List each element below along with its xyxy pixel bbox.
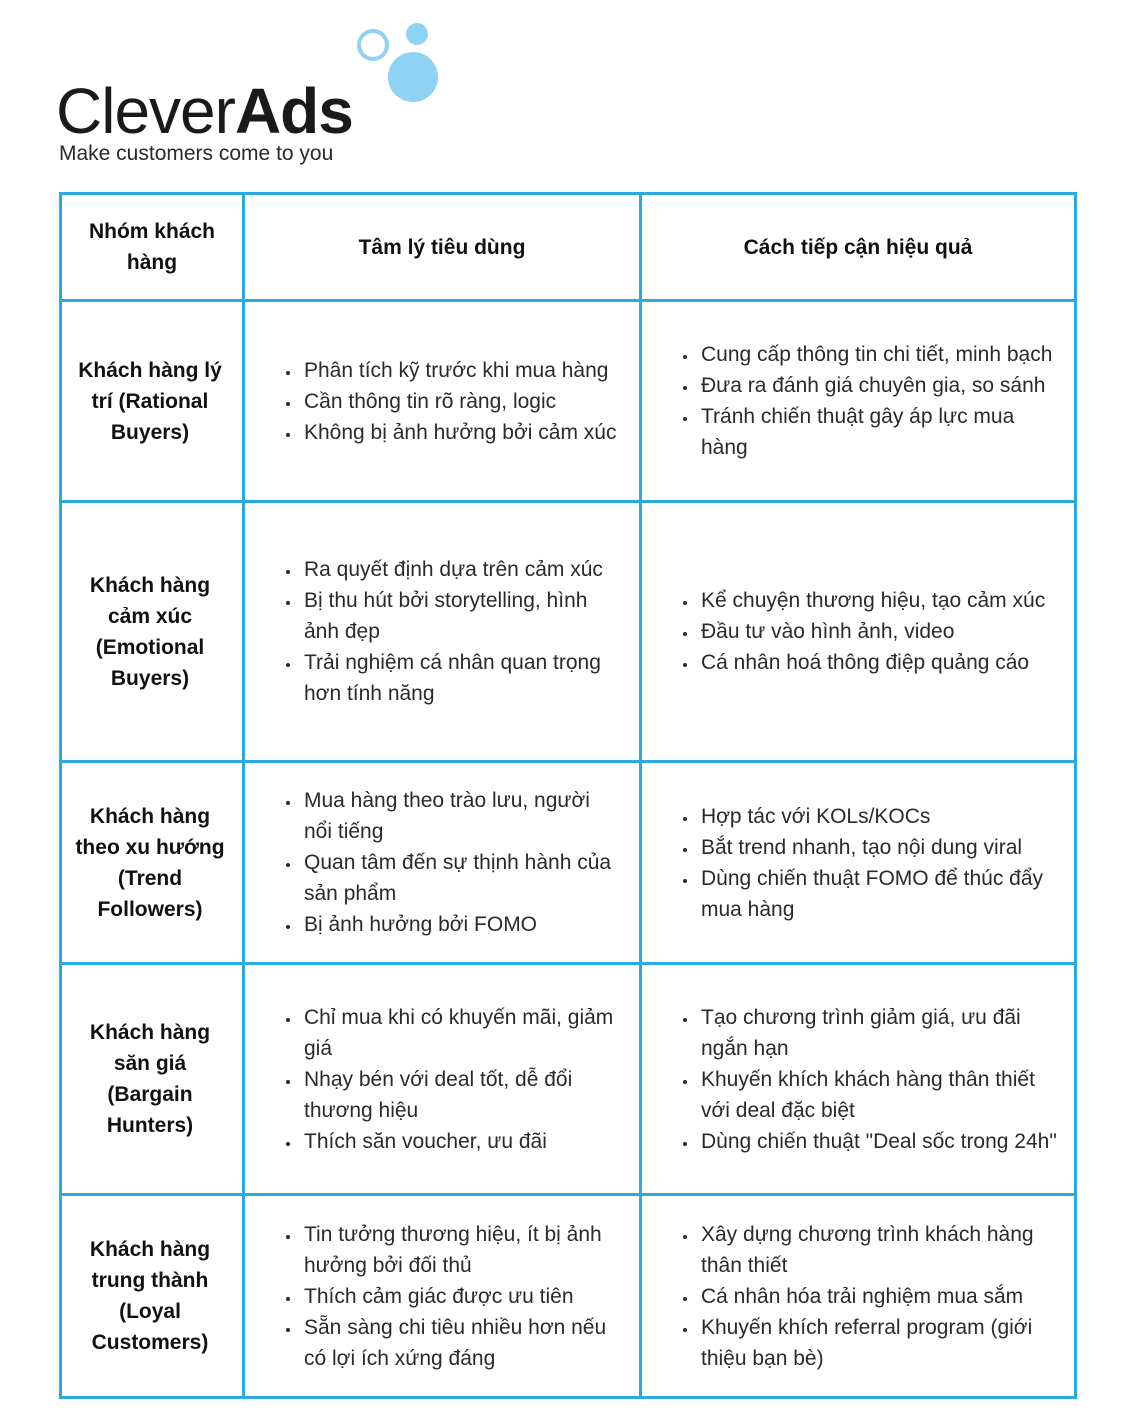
logo-tagline: Make customers come to you xyxy=(59,142,334,165)
psychology-list xyxy=(245,1219,639,1374)
list-item: • Tin tưởng thương hiệu, ít bị ảnh hưởng bởi đối thủ xyxy=(301,1219,623,1281)
customer-group-cell: Khách hàng trung thành (Loyal Customers) xyxy=(61,1195,244,1398)
approach-cell xyxy=(641,502,1076,762)
psychology-list xyxy=(245,785,639,940)
list-item: • Chỉ mua khi có khuyến mãi, giảm giá xyxy=(301,1002,623,1064)
list-item: • Quan tâm đến sự thịnh hành của sản phẩm xyxy=(301,847,623,909)
psychology-list xyxy=(245,355,639,448)
table-row xyxy=(61,301,1076,502)
logo-word-light: Clever xyxy=(56,75,235,147)
approach-list xyxy=(642,339,1074,463)
psychology-cell xyxy=(244,1195,641,1398)
list-item: • Bị thu hút bởi storytelling, hình ảnh đẹp xyxy=(301,585,623,647)
list-item: • Trải nghiệm cá nhân quan trọng hơn tính năng xyxy=(301,647,623,709)
list-item: • Phân tích kỹ trước khi mua hàng xyxy=(301,355,623,386)
list-item: • Sẵn sàng chi tiêu nhiều hơn nếu có lợi ích xứng đáng xyxy=(301,1312,623,1374)
list-item: • Đầu tư vào hình ảnh, video xyxy=(698,616,1058,647)
list-item: • Bị ảnh hưởng bởi FOMO xyxy=(301,909,623,940)
list-item: • Mua hàng theo trào lưu, người nổi tiếng xyxy=(301,785,623,847)
list-item: • Khuyến khích khách hàng thân thiết với deal đặc biệt xyxy=(698,1064,1058,1126)
approach-cell xyxy=(641,1195,1076,1398)
approach-list xyxy=(642,1002,1074,1157)
list-item: • Đưa ra đánh giá chuyên gia, so sánh xyxy=(698,370,1058,401)
list-item: • Nhạy bén với deal tốt, dễ đổi thương hiệu xyxy=(301,1064,623,1126)
logo-word-bold: Ads xyxy=(234,75,353,147)
list-item: • Xây dựng chương trình khách hàng thân thiết xyxy=(698,1219,1058,1281)
approach-cell xyxy=(641,762,1076,964)
header-customer-group: Nhóm khách hàng xyxy=(61,194,244,301)
logo-wordmark xyxy=(56,76,353,146)
table-row xyxy=(61,762,1076,964)
psychology-cell xyxy=(244,964,641,1195)
list-item: • Tránh chiến thuật gây áp lực mua hàng xyxy=(698,401,1058,463)
approach-cell xyxy=(641,301,1076,502)
list-item: • Cần thông tin rõ ràng, logic xyxy=(301,386,623,417)
approach-list xyxy=(642,1219,1074,1374)
psychology-cell xyxy=(244,762,641,964)
list-item: • Cung cấp thông tin chi tiết, minh bạch xyxy=(698,339,1058,370)
approach-cell xyxy=(641,964,1076,1195)
list-item: • Tạo chương trình giảm giá, ưu đãi ngắn hạn xyxy=(698,1002,1058,1064)
list-item: • Kể chuyện thương hiệu, tạo cảm xúc xyxy=(698,585,1058,616)
customer-group-cell: Khách hàng theo xu hướng (Trend Followers) xyxy=(61,762,244,964)
table-row xyxy=(61,502,1076,762)
cleverads-logo xyxy=(56,18,456,168)
table-row xyxy=(61,1195,1076,1398)
customer-group-cell: Khách hàng lý trí (Rational Buyers) xyxy=(61,301,244,502)
list-item: • Dùng chiến thuật FOMO để thúc đẩy mua hàng xyxy=(698,863,1058,925)
psychology-cell xyxy=(244,301,641,502)
customer-group-cell: Khách hàng cảm xúc (Emotional Buyers) xyxy=(61,502,244,762)
list-item: • Cá nhân hoá thông điệp quảng cáo xyxy=(698,647,1058,678)
approach-list xyxy=(642,801,1074,925)
list-item: • Hợp tác với KOLs/KOCs xyxy=(698,801,1058,832)
header-consumer-psychology: Tâm lý tiêu dùng xyxy=(244,194,641,301)
table-header-row xyxy=(61,194,1076,301)
list-item: • Bắt trend nhanh, tạo nội dung viral xyxy=(698,832,1058,863)
header-effective-approach: Cách tiếp cận hiệu quả xyxy=(641,194,1076,301)
psychology-list xyxy=(245,1002,639,1157)
list-item: • Khuyến khích referral program (giới thiệu bạn bè) xyxy=(698,1312,1058,1374)
list-item: • Thích săn voucher, ưu đãi xyxy=(301,1126,623,1157)
psychology-cell xyxy=(244,502,641,762)
customer-group-cell: Khách hàng săn giá (Bargain Hunters) xyxy=(61,964,244,1195)
psychology-list xyxy=(245,554,639,709)
customer-groups-table xyxy=(59,192,1074,1399)
table-row xyxy=(61,964,1076,1195)
list-item: • Dùng chiến thuật "Deal sốc trong 24h" xyxy=(698,1126,1058,1157)
list-item: • Không bị ảnh hưởng bởi cảm xúc xyxy=(301,417,623,448)
list-item: • Thích cảm giác được ưu tiên xyxy=(301,1281,623,1312)
list-item: • Ra quyết định dựa trên cảm xúc xyxy=(301,554,623,585)
list-item: • Cá nhân hóa trải nghiệm mua sắm xyxy=(698,1281,1058,1312)
approach-list xyxy=(642,585,1074,678)
bubbles-icon xyxy=(352,18,452,118)
